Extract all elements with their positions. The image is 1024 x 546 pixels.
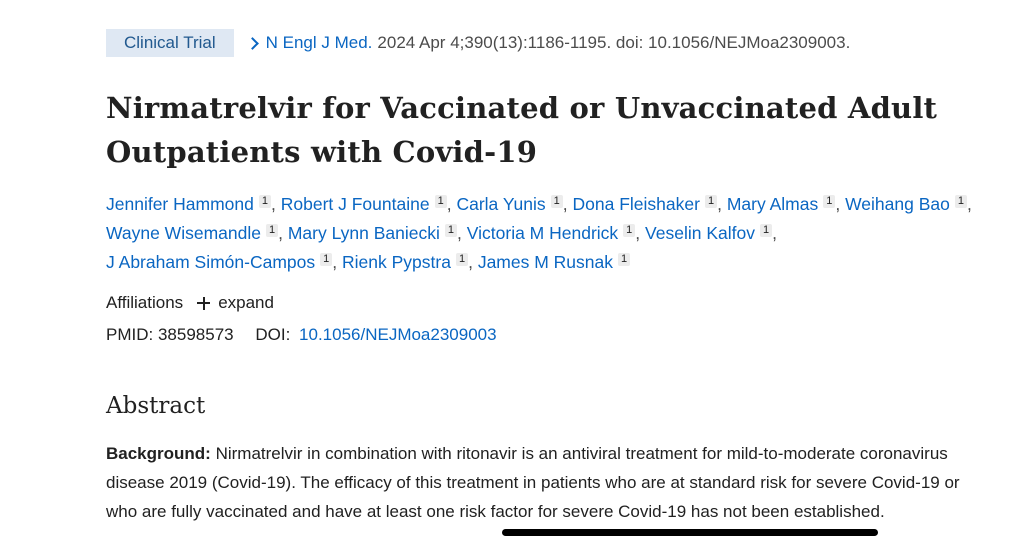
author-separator: , <box>717 194 722 214</box>
author-separator: , <box>332 252 338 272</box>
author-item <box>727 194 840 214</box>
author-link[interactable]: Dona Fleishaker <box>572 194 700 214</box>
doi-link[interactable]: 10.1056/NEJMoa2309003 <box>299 325 497 344</box>
publication-type-badge[interactable]: Clinical Trial <box>106 29 234 57</box>
author-separator: , <box>562 194 568 214</box>
affiliation-number-button[interactable]: 1 <box>823 195 835 208</box>
chevron-right-icon <box>246 37 259 50</box>
author-item <box>467 223 640 243</box>
article-title: Nirmatrelvir for Vaccinated or Unvaccinated Adult Outpatients with Covid-19 <box>106 91 938 169</box>
author-link[interactable]: Mary Lynn Baniecki <box>287 223 440 243</box>
background-text: Nirmatrelvir in combination with ritonavir is an antiviral treatment for mild-to-moderate coronavirus disease 2019 (Covid-19). The efficacy of this treatment in patients who are at standard risk for severe Covid-19 or who are fully vaccinated and have at least one risk factor for severe Covid-19 has not been established. <box>106 444 960 521</box>
author-item <box>281 194 452 214</box>
expand-affiliations-button[interactable] <box>197 293 274 313</box>
annotation-underline <box>502 529 878 536</box>
doi-label: DOI: <box>255 325 291 344</box>
abstract-heading: Abstract <box>106 393 206 419</box>
affiliation-number-button[interactable]: 1 <box>955 195 967 208</box>
affiliations-row <box>106 293 274 313</box>
author-item <box>573 194 722 214</box>
author-separator: , <box>966 194 972 214</box>
author-separator: , <box>835 194 841 214</box>
author-link[interactable]: Rienk Pypstra <box>342 252 451 272</box>
affiliation-number-button[interactable]: 1 <box>266 224 278 237</box>
author-link[interactable]: Jennifer Hammond <box>106 194 254 214</box>
author-link[interactable]: Veselin Kalfov <box>645 223 755 243</box>
affiliation-number-button[interactable]: 1 <box>435 195 447 208</box>
abstract-background-paragraph <box>106 439 976 526</box>
expand-label: expand <box>218 293 274 312</box>
author-link[interactable]: Carla Yunis <box>456 194 546 214</box>
affiliation-number-button[interactable]: 1 <box>705 195 717 208</box>
author-link[interactable]: Mary Almas <box>726 194 819 214</box>
author-item <box>845 194 972 214</box>
citation-details: 2024 Apr 4;390(13):1186-1195. doi: 10.1056/NEJMoa2309003. <box>377 33 851 52</box>
author-link[interactable]: J Abraham Simón-Campos <box>106 252 316 272</box>
author-separator: , <box>468 252 473 272</box>
affiliation-number-button[interactable]: 1 <box>259 195 271 208</box>
author-link[interactable]: Victoria M Hendrick <box>466 223 619 243</box>
affiliation-number-button[interactable]: 1 <box>618 253 630 266</box>
affiliation-number-button[interactable]: 1 <box>760 224 772 237</box>
affiliation-number-button[interactable]: 1 <box>320 253 332 266</box>
author-separator: , <box>635 223 641 243</box>
author-separator: , <box>457 223 462 243</box>
article-meta-row <box>106 29 850 57</box>
plus-icon <box>197 297 210 310</box>
pmid-value: 38598573 <box>157 325 234 344</box>
journal-name: N Engl J Med. <box>265 33 373 52</box>
affiliation-number-button[interactable]: 1 <box>551 195 563 208</box>
author-separator: , <box>278 223 283 243</box>
pmid-label: PMID: <box>106 325 154 344</box>
journal-link[interactable] <box>248 33 373 53</box>
affiliation-number-button[interactable]: 1 <box>445 224 457 237</box>
author-separator: , <box>270 194 276 214</box>
author-item <box>342 252 473 272</box>
article-identifiers <box>106 325 497 345</box>
author-item <box>645 223 777 243</box>
author-separator: , <box>446 194 452 214</box>
author-link[interactable]: Robert J Fountaine <box>280 194 430 214</box>
affiliation-number-button[interactable]: 1 <box>456 253 468 266</box>
author-link[interactable]: James M Rusnak <box>477 252 613 272</box>
author-item <box>106 252 337 272</box>
author-list <box>106 190 976 277</box>
author-item <box>106 194 276 214</box>
author-link[interactable]: Weihang Bao <box>845 194 950 214</box>
author-item <box>478 252 630 272</box>
author-link[interactable]: Wayne Wisemandle <box>106 223 261 243</box>
author-item <box>456 194 567 214</box>
author-separator: , <box>772 223 777 243</box>
affiliations-label: Affiliations <box>106 293 184 312</box>
background-label: Background: <box>106 444 211 463</box>
author-item <box>106 223 283 243</box>
affiliation-number-button[interactable]: 1 <box>623 224 635 237</box>
author-item <box>288 223 462 243</box>
